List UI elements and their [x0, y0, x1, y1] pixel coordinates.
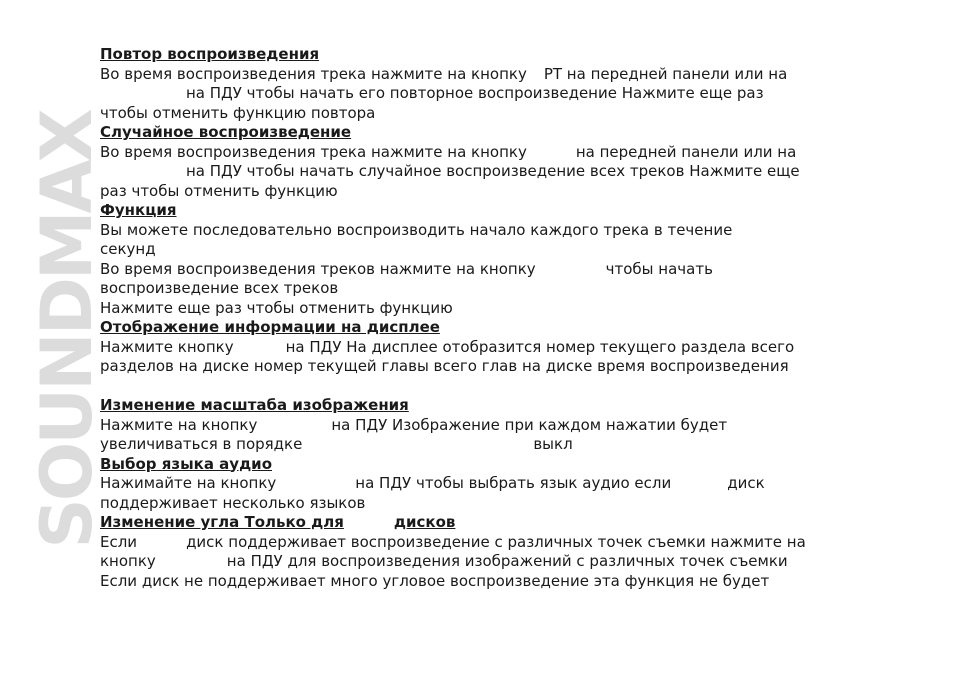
display-line-1a: Нажмите кнопку — [100, 337, 234, 356]
random-line-3: раз чтобы отменить функцию — [100, 181, 338, 200]
display-line-1 — [100, 338, 851, 358]
zoom-line-1 — [100, 416, 851, 436]
random-line-1a: Во время воспроизведения трека нажмите на кнопку — [100, 142, 527, 161]
angle-line-2a: кнопку — [100, 552, 156, 570]
function-line-2: секунд — [100, 240, 156, 258]
heading-angle-a: Изменение угла Только для — [100, 513, 344, 531]
blank-line — [100, 377, 851, 397]
audio-line-1a: Нажимайте на кнопку — [100, 474, 277, 492]
display-line-1b: на ПДУ На дисплее отобразится номер текущего раздела всего — [285, 337, 795, 356]
repeat-line-2a: на ПДУ чтобы начать его повторное воспроизведение Нажмите еще раз — [186, 84, 764, 102]
heading-function — [100, 201, 851, 221]
angle-line-3: Если диск не поддерживает много угловое воспроизведение эта функция не будет — [100, 571, 770, 590]
heading-repeat: Повтор воспроизведения — [100, 45, 320, 63]
heading-zoom: Изменение масштаба изображения — [100, 396, 409, 414]
angle-line-1a: Если — [100, 532, 138, 551]
repeat-line-1 — [100, 65, 851, 85]
audio-line-1 — [100, 474, 851, 494]
zoom-line-2a: увеличиваться в порядке — [100, 435, 303, 453]
angle-line-2b: на ПДУ для воспроизведения изображений с различных точек съемки — [226, 552, 788, 570]
watermark-text: SOUNDMAX — [26, 111, 108, 549]
function-line-3 — [100, 260, 851, 280]
random-line-2a: на ПДУ чтобы начать случайное воспроизведение всех треков Нажмите еще — [186, 162, 800, 180]
repeat-line-1a: Во время воспроизведения трека нажмите на кнопку — [100, 64, 527, 83]
repeat-line-3: чтобы отменить функцию повтора — [100, 103, 376, 122]
zoom-line-2 — [100, 435, 851, 455]
angle-line-2 — [100, 552, 851, 572]
audio-line-1b: на ПДУ чтобы выбрать язык аудио если — [355, 474, 672, 492]
zoom-line-2b: выкл — [533, 435, 573, 453]
random-line-1b: на передней панели или на — [575, 142, 797, 161]
repeat-line-1b: PT на передней панели или на — [543, 64, 788, 83]
heading-angle — [100, 513, 851, 533]
heading-function-text: Функция — [100, 201, 177, 219]
soundmax-watermark — [26, 44, 108, 616]
zoom-line-1b: на ПДУ Изображение при каждом нажатии будет — [331, 415, 728, 434]
display-line-2: разделов на диске номер текущей главы всего глав на диске время воспроизведения — [100, 357, 789, 375]
audio-line-1c: диск — [727, 474, 765, 492]
random-line-2 — [100, 162, 851, 182]
function-line-5: Нажмите еще раз чтобы отменить функцию — [100, 298, 453, 317]
heading-angle-b: дисков — [393, 513, 456, 531]
repeat-line-2 — [100, 84, 851, 104]
function-line-3a: Во время воспроизведения треков нажмите на кнопку — [100, 259, 536, 278]
angle-line-1 — [100, 533, 851, 553]
heading-display: Отображение информации на дисплее — [100, 318, 440, 336]
audio-line-2: поддерживает несколько языков — [100, 493, 366, 512]
angle-line-1b: диск поддерживает воспроизведение с различных точек съемки нажмите на — [186, 532, 806, 551]
heading-random: Случайное воспроизведение — [100, 123, 352, 141]
random-line-1 — [100, 143, 851, 163]
heading-audio: Выбор языка аудио — [100, 454, 273, 473]
zoom-line-1a: Нажмите на кнопку — [100, 415, 258, 434]
function-line-3b: чтобы начать — [605, 259, 713, 278]
function-line-1: Вы можете последовательно воспроизводить начало каждого трека в течение — [100, 220, 733, 239]
function-line-4: воспроизведение всех треков — [100, 279, 339, 297]
manual-page-content — [100, 45, 851, 591]
